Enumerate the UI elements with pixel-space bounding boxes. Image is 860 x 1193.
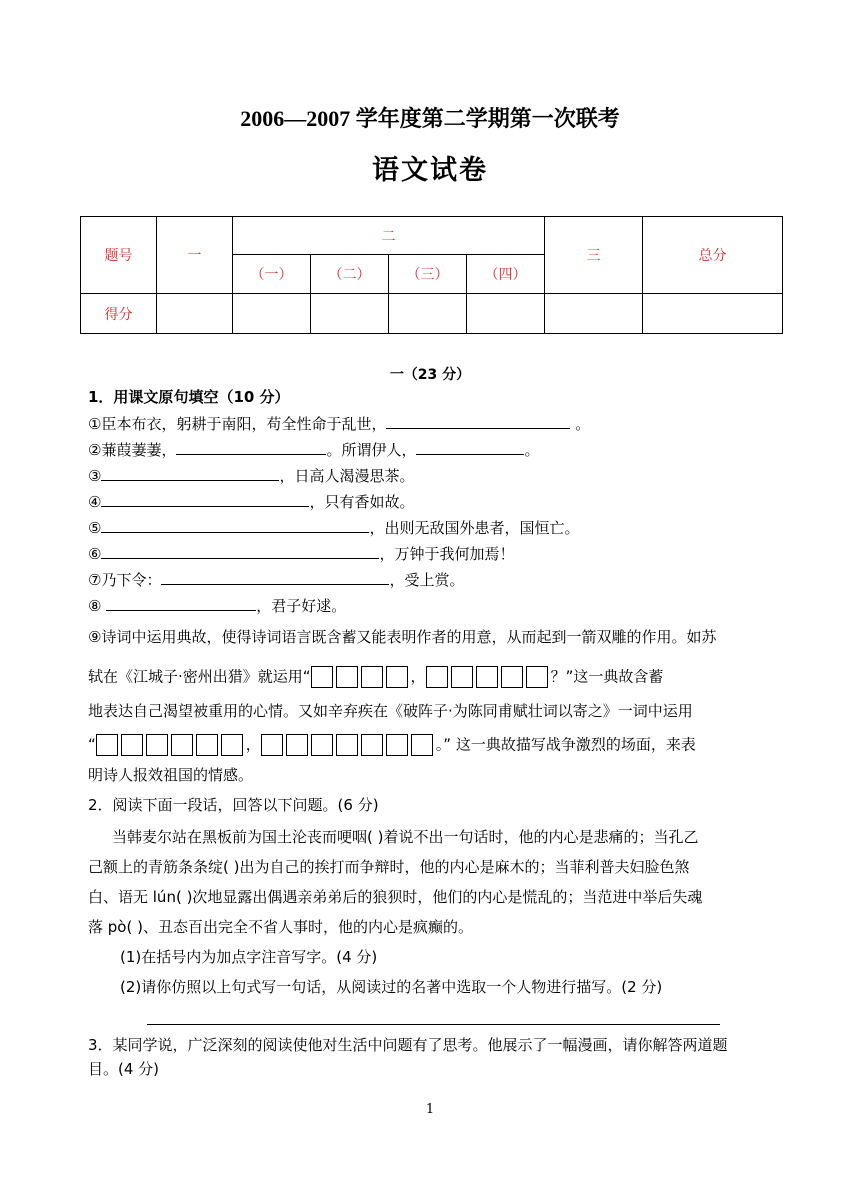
answer-box[interactable] — [336, 666, 358, 688]
section-heading: 一（23 分） — [389, 367, 471, 383]
answer-blank[interactable] — [386, 414, 570, 429]
score-cell[interactable] — [643, 294, 783, 334]
question-1-title: 1．用课文原句填空（10 分） — [88, 388, 290, 406]
answer-box[interactable] — [476, 666, 498, 688]
col-part-one: 一 — [157, 217, 233, 294]
answer-box[interactable] — [361, 666, 383, 688]
answer-box[interactable] — [311, 666, 333, 688]
score-cell[interactable] — [311, 294, 389, 334]
score-cell[interactable] — [545, 294, 643, 334]
answer-box[interactable] — [121, 734, 143, 756]
q2-passage-line-4: 落 pò( )、丑态百出完全不省人事时，他的内心是疯癫的。 — [88, 918, 473, 936]
answer-blank[interactable] — [416, 440, 524, 455]
fill-item-9-line-5: 明诗人报效祖国的情感。 — [88, 766, 254, 784]
fill-item-6: ⑥ ，万钟于我何加焉！ — [88, 545, 515, 563]
question-3-line-2: 目。(4 分) — [88, 1060, 160, 1078]
answer-box[interactable] — [146, 734, 168, 756]
answer-blank[interactable] — [101, 466, 279, 481]
fill-item-9-line-2: 轼在《江城子·密州出猎》就运用“ ， ？”这一典故含蓄 — [88, 666, 663, 688]
question-2-title: 2．阅读下面一段话，回答以下问题。(6 分) — [88, 796, 379, 814]
answer-blank[interactable] — [101, 518, 369, 533]
score-table — [80, 216, 783, 334]
fill-item-8: ⑧ ，君子好逑。 — [88, 597, 347, 615]
score-cell[interactable] — [467, 294, 545, 334]
fill-item-9-line-3: 地表达自己渴望被重用的心情。又如辛弃疾在《破阵子·为陈同甫赋壮词以寄之》一词中运用 — [88, 702, 693, 720]
answer-box[interactable] — [311, 734, 333, 756]
q2-passage-line-2: 己额上的青筋条条绽( )出为自己的挨打而争辩时，他的内心是麻木的；当菲利普夫妇脸色煞 — [88, 858, 690, 876]
score-cell[interactable] — [233, 294, 311, 334]
row-label-score: 得分 — [81, 294, 157, 334]
answer-box[interactable] — [411, 734, 433, 756]
answer-blank[interactable] — [176, 440, 326, 455]
sub-col-4: （四） — [467, 255, 545, 294]
question-3-line-1: 3．某同学说，广泛深刻的阅读使他对生活中问题有了思考。他展示了一幅漫画，请你解答两道题 — [88, 1036, 728, 1054]
score-cell[interactable] — [389, 294, 467, 334]
answer-box[interactable] — [361, 734, 383, 756]
answer-box[interactable] — [261, 734, 283, 756]
answer-box[interactable] — [286, 734, 308, 756]
answer-box[interactable] — [451, 666, 473, 688]
exam-title: 2006—2007 学年度第二学期第一次联考 — [240, 106, 620, 131]
exam-subtitle: 语文试卷 — [372, 155, 488, 186]
answer-box[interactable] — [336, 734, 358, 756]
answer-box[interactable] — [171, 734, 193, 756]
sub-col-2: （二） — [311, 255, 389, 294]
answer-blank[interactable] — [106, 596, 256, 611]
q2-passage-line-3: 白、语无 lún( )次地显露出偶遇亲弟弟后的狼狈时，他们的内心是慌乱的；当范进中举后失魂 — [88, 888, 703, 906]
sub-col-1: （一） — [233, 255, 311, 294]
fill-item-4: ④ ，只有香如故。 — [88, 493, 415, 511]
fill-item-3: ③ ，日高人渴漫思茶。 — [88, 467, 415, 485]
score-cell[interactable] — [157, 294, 233, 334]
answer-box[interactable] — [96, 734, 118, 756]
answer-box[interactable] — [386, 666, 408, 688]
fill-item-7: ⑦乃下令： ，受上赏。 — [88, 571, 465, 589]
answer-line[interactable] — [147, 1024, 720, 1025]
answer-box[interactable] — [426, 666, 448, 688]
col-part-two: 二 — [233, 217, 545, 255]
answer-blank[interactable] — [161, 570, 389, 585]
fill-item-9-line-4: “ ， 。” 这一典故描写战争激烈的场面，来表 — [88, 734, 696, 756]
row-label-question: 题号 — [81, 217, 157, 294]
answer-box[interactable] — [526, 666, 548, 688]
answer-blank[interactable] — [101, 492, 309, 507]
answer-box[interactable] — [196, 734, 218, 756]
answer-box[interactable] — [501, 666, 523, 688]
q2-subquestion-2: (2)请你仿照以上句式写一句话，从阅读过的名著中选取一个人物进行描写。(2 分) — [120, 978, 663, 996]
fill-item-1: ①臣本布衣，躬耕于南阳，苟全性命于乱世， 。 — [88, 415, 591, 433]
answer-blank[interactable] — [101, 544, 379, 559]
fill-item-5: ⑤ ，出则无敌国外患者，国恒亡。 — [88, 519, 580, 537]
col-total: 总分 — [643, 217, 783, 294]
fill-item-9-line-1: ⑨诗词中运用典故，使得诗词语言既含蓄又能表明作者的用意，从而起到一箭双雕的作用。如苏 — [88, 628, 717, 646]
q2-subquestion-1: (1)在括号内为加点字注音写字。(4 分) — [120, 948, 378, 966]
col-part-three: 三 — [545, 217, 643, 294]
answer-box[interactable] — [386, 734, 408, 756]
q2-passage-line-1: 当韩麦尔站在黑板前为国土沦丧而哽咽( )着说不出一句话时，他的内心是悲痛的；当孔乙 — [112, 828, 699, 846]
page-number: 1 — [425, 1102, 435, 1117]
answer-box[interactable] — [221, 734, 243, 756]
fill-item-2: ②蒹葭萋萋， 。所谓伊人， 。 — [88, 441, 540, 459]
sub-col-3: （三） — [389, 255, 467, 294]
